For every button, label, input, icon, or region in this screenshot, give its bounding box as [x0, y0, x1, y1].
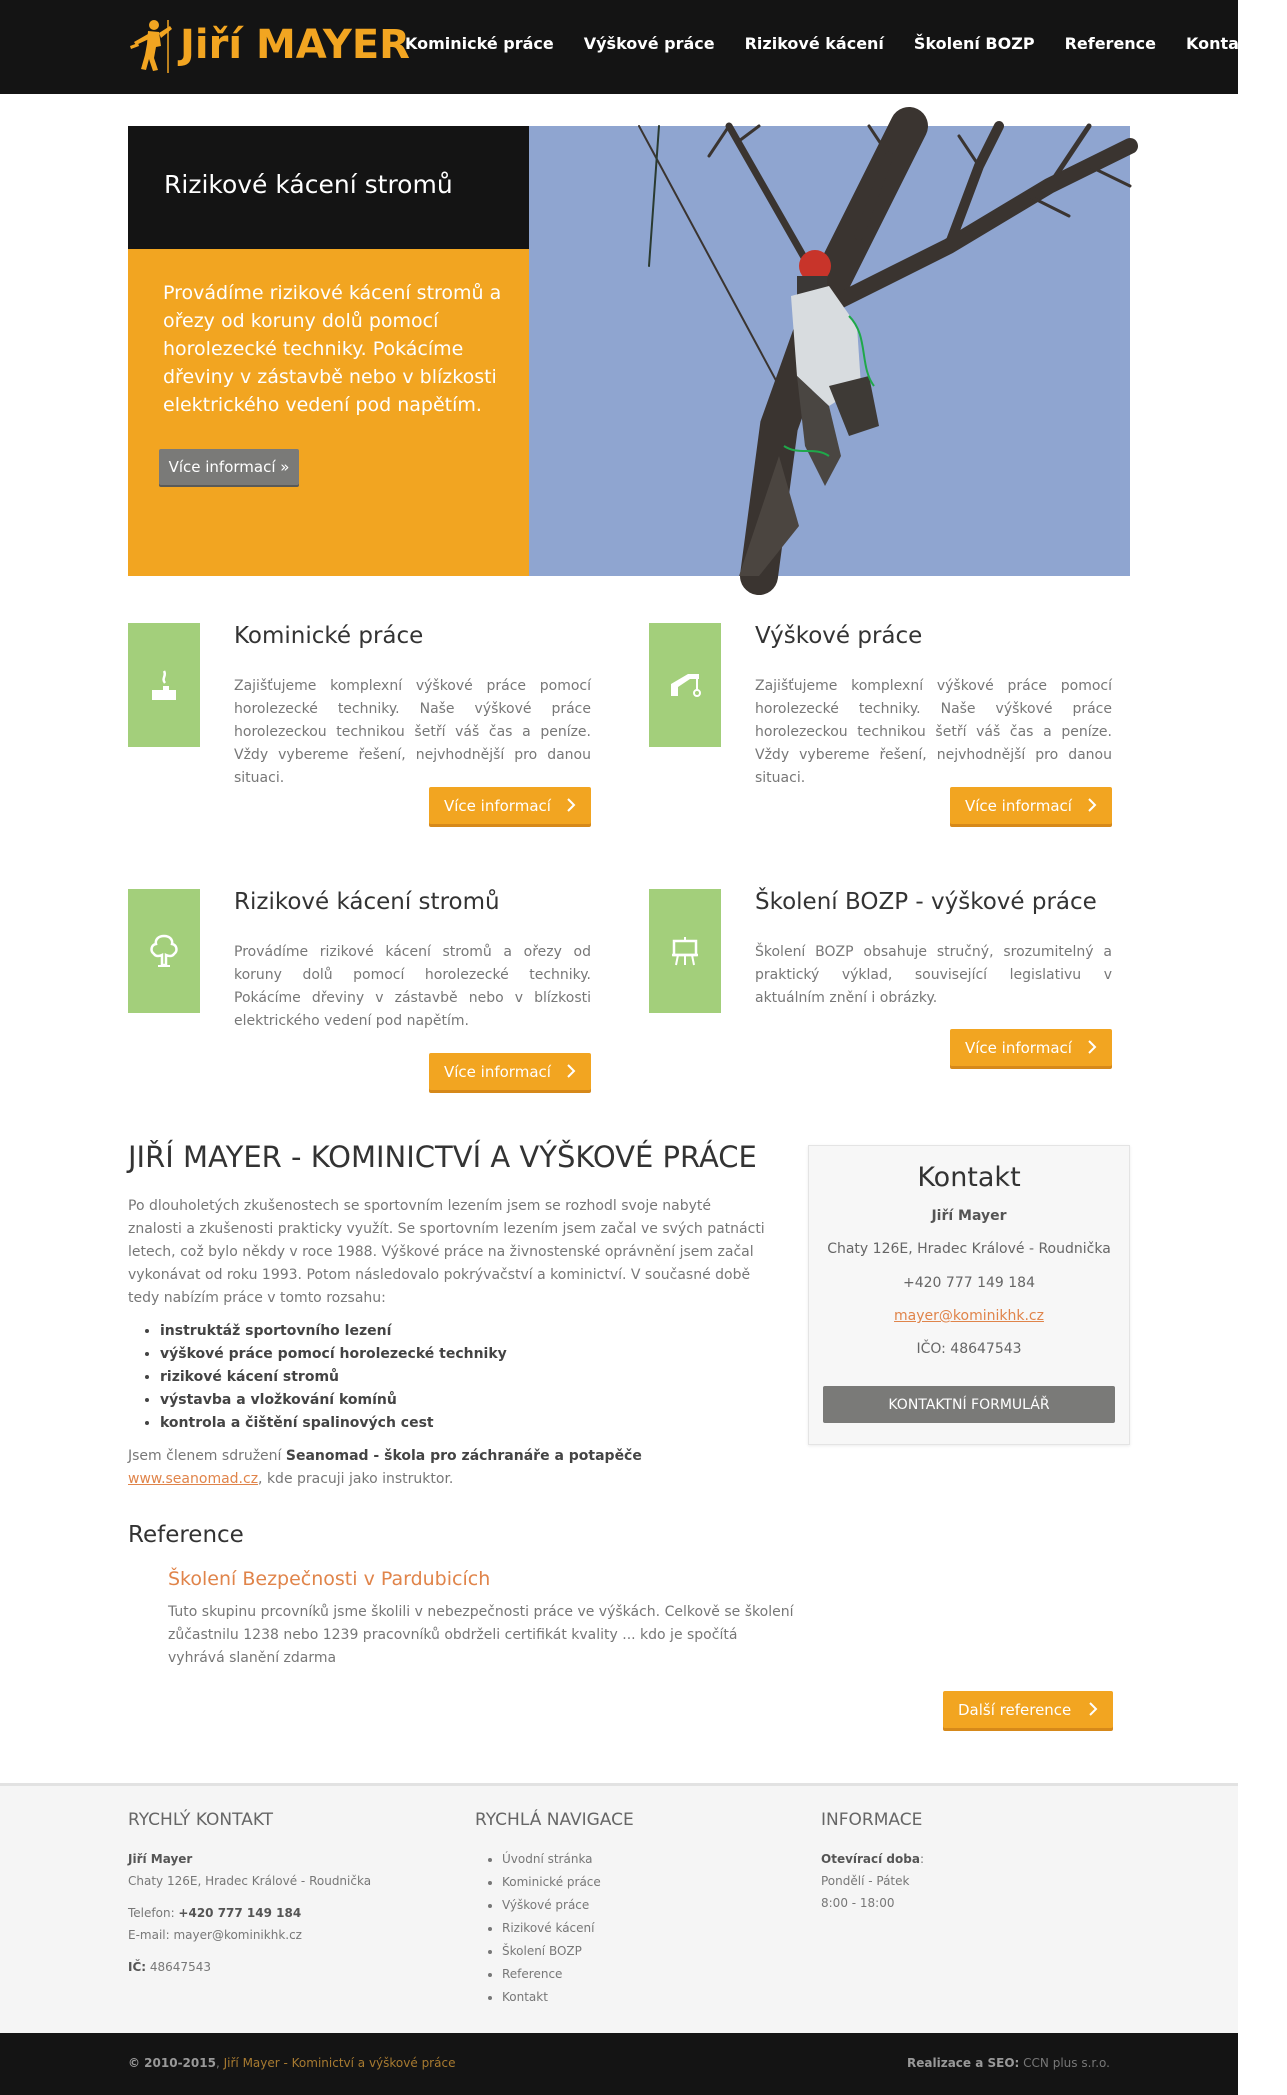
- footer-nav-item[interactable]: [502, 1986, 634, 2009]
- hero-title-panel: [128, 126, 529, 249]
- nav-reference[interactable]: Reference: [1064, 34, 1157, 53]
- service-title: Rizikové kácení stromů: [234, 889, 500, 915]
- opening-hours-colon: :: [919, 1852, 924, 1866]
- opening-hours-row: [821, 1848, 924, 1870]
- footer-contact-email: E-mail: mayer@kominikhk.cz: [128, 1928, 302, 1942]
- footer-heading: INFORMACE: [821, 1810, 923, 1830]
- seanomad-link[interactable]: www.seanomad.cz: [128, 1471, 259, 1487]
- footer-nav-item[interactable]: [502, 1894, 634, 1917]
- service-card-skoleni: [649, 889, 1149, 1099]
- service-more-info-button[interactable]: [429, 1053, 591, 1090]
- chevron-right-icon: [1087, 1701, 1099, 1717]
- service-text: Zajišťujeme komplexní výškové práce pomocí horolezecké techniky. Naše výškové práce horolezeckou technikou šetří váš čas a peníze. Vždy vybereme řešení, nejvhodnější pro danou situaci.: [234, 678, 591, 786]
- membership-text-end: , kde pracuji jako instruktor.: [258, 1471, 454, 1487]
- contact-title: Kontakt: [917, 1162, 1021, 1193]
- opening-time: 8:00 - 18:00: [821, 1896, 895, 1910]
- list-item: • kontrola a čištění spalinových cest: [160, 1412, 507, 1435]
- hero-title: Rizikové kácení stromů: [164, 170, 453, 199]
- footer-nav-link[interactable]: Školení BOZP: [502, 1944, 582, 1958]
- about-title: JIŘÍ MAYER - KOMINICTVÍ A VÝŠKOVÉ PRÁCE: [128, 1140, 757, 1174]
- membership-text: Jsem členem sdružení: [128, 1448, 286, 1464]
- presentation-board-icon: [670, 935, 700, 967]
- footer-contact-name: Jiří Mayer: [128, 1852, 193, 1866]
- nav-vyskove-prace[interactable]: Výškové práce: [583, 34, 715, 53]
- about-paragraph: Po dlouholetých zkušenostech se sportovním lezením jsem se rozhodl svoje nabyté znalosti a zkušenosti prakticky využít. Se sportovním lezením jsem začal ve svých patnácti letech, což bylo někdy v roce 1988. Výškové práce na živnostenské oprávnění jsem začal vykonávat od roku 1993. Potom následovalo pokrývačství a kominictví. V současné době tedy nabízím práce v tomto rozsahu:: [128, 1198, 765, 1306]
- logo-text: Jiří MAYER: [180, 22, 410, 68]
- list-item: • rizikové kácení stromů: [160, 1366, 507, 1389]
- phone-label: Telefon:: [128, 1906, 179, 1920]
- membership-paragraph: [128, 1445, 768, 1491]
- service-more-info-button[interactable]: [950, 787, 1112, 824]
- ic-label: IČ:: [128, 1960, 147, 1974]
- service-icon-box: [128, 623, 200, 747]
- footer-nav-link[interactable]: Reference: [502, 1967, 563, 1981]
- footer-nav-list: [475, 1848, 634, 2009]
- copyright-sep: ,: [215, 2056, 224, 2070]
- service-title: Kominické práce: [234, 623, 424, 649]
- footer-contact-name-row: [128, 1848, 371, 1870]
- footer-info: [821, 1810, 924, 1914]
- ic-value: 48647543: [146, 1960, 211, 1974]
- footer-contact-ic-row: [128, 1956, 371, 1978]
- button-label: Více informací: [965, 796, 1072, 815]
- contact-address: Chaty 126E, Hradec Králové - Roudnička: [827, 1241, 1111, 1257]
- footer-quick-nav: [475, 1810, 634, 2009]
- chimney-icon: [149, 668, 179, 702]
- footer-nav-link[interactable]: Kominické práce: [502, 1875, 601, 1889]
- service-more-info-button[interactable]: [950, 1029, 1112, 1066]
- footer-contact-phone: +420 777 149 184: [178, 1906, 302, 1920]
- credit-label: Realizace a SEO:: [907, 2056, 1020, 2070]
- nav-rizikove-kaceni[interactable]: Rizikové kácení: [744, 34, 884, 53]
- button-label: Více informací: [965, 1038, 1072, 1057]
- service-title: Výškové práce: [755, 623, 923, 649]
- service-text: Zajišťujeme komplexní výškové práce pomocí horolezecké techniky. Naše výškové práce horolezeckou technikou šetří váš čas a peníze. Vždy vybereme řešení, nejvhodnější pro danou situaci.: [755, 678, 1112, 786]
- chevron-right-icon: [565, 797, 577, 813]
- chevron-right-icon: [1086, 797, 1098, 813]
- membership-org: Seanomad - škola pro záchranáře a potapěče: [285, 1448, 642, 1464]
- main-nav: [405, 34, 1287, 53]
- footer-nav-link[interactable]: Výškové práce: [502, 1898, 590, 1912]
- list-item: • instruktáž sportovního lezení: [160, 1320, 507, 1343]
- site-header: [0, 0, 1258, 94]
- list-item: • výstavba a vložkování komínů: [160, 1389, 507, 1412]
- chevron-right-icon: [1086, 1039, 1098, 1055]
- service-text: Školení BOZP obsahuje stručný, srozumitelný a praktický výklad, související legislativu v aktuálním znění i obrázky.: [755, 944, 1112, 1006]
- footer-heading: RYCHLÁ NAVIGACE: [475, 1810, 634, 1830]
- hero-text: Provádíme rizikové kácení stromů a ořezy od koruny dolů pomocí horolezecké techniky. Pokácíme dřeviny v zástavbě nebo v blízkosti elektrického vedení pod napětím.: [163, 282, 502, 416]
- hero-more-info-button[interactable]: Více informací »: [159, 449, 299, 485]
- footer-nav-item[interactable]: [502, 1940, 634, 1963]
- copyright: [128, 2056, 455, 2070]
- crane-icon: [668, 670, 702, 700]
- footer-contact-phone-row: [128, 1902, 371, 1924]
- service-title: Školení BOZP - výškové práce: [755, 889, 1097, 915]
- more-references-button[interactable]: [943, 1691, 1113, 1728]
- nav-kominicke-prace[interactable]: Kominické práce: [405, 34, 554, 53]
- footer-nav-item[interactable]: [502, 1848, 634, 1871]
- contact-phone: +420 777 149 184: [903, 1275, 1035, 1291]
- service-card-kaceni: [128, 889, 628, 1099]
- footer-contact-address: Chaty 126E, Hradec Králové - Roudnička: [128, 1874, 372, 1888]
- contact-name: Jiří Mayer: [931, 1208, 1007, 1224]
- footer-heading: RYCHLÝ KONTAKT: [128, 1810, 274, 1830]
- opening-hours-label: Otevírací doba: [821, 1852, 920, 1866]
- button-label: Více informací: [444, 796, 551, 815]
- copyright-name: Jiří Mayer - Kominictví a výškové práce: [223, 2056, 456, 2070]
- contact-form-button[interactable]: KONTAKTNÍ FORMULÁŘ: [823, 1386, 1115, 1423]
- site-footer: [0, 1783, 1238, 2033]
- contact-email-row: [809, 1308, 1129, 1324]
- nav-kontakt[interactable]: Kontakt: [1186, 34, 1258, 53]
- button-label: Více informací: [444, 1062, 551, 1081]
- bottom-bar: [0, 2033, 1238, 2095]
- reference-item-title[interactable]: Školení Bezpečnosti v Pardubicích: [168, 1568, 491, 1590]
- footer-nav-item[interactable]: [502, 1963, 634, 1986]
- credit: [907, 2056, 1110, 2070]
- service-card-vyskove: [649, 623, 1149, 833]
- service-card-kominicke: [128, 623, 628, 833]
- hero-arborist-image: [529, 126, 1130, 576]
- nav-skoleni-bozp[interactable]: Školení BOZP: [913, 34, 1035, 53]
- footer-nav-item[interactable]: [502, 1871, 634, 1894]
- list-item: • výškové práce pomocí horolezecké techniky: [160, 1343, 507, 1366]
- contact-email-link[interactable]: mayer@kominikhk.cz: [894, 1308, 1044, 1324]
- contact-box: [808, 1145, 1130, 1445]
- service-text: Provádíme rizikové kácení stromů a ořezy od koruny dolů pomocí horolezecké techniky. Pokácíme dřeviny v zástavbě nebo v blízkosti elektrického vedení pod napětím.: [234, 944, 591, 1029]
- service-icon-box: [649, 623, 721, 747]
- site-logo[interactable]: [128, 14, 410, 76]
- reference-item-text: Tuto skupinu prcovníků jsme školili v nebezpečnosti práce ve výškách. Celkově se školení zůčastnilu 1238 nebo 1239 pracovníků obdrželi certifikát kvality ... kdo je spočítá vyhrává slanění zdarma: [168, 1604, 794, 1666]
- services-list: [160, 1320, 507, 1435]
- footer-nav-link[interactable]: Úvodní stránka: [502, 1852, 593, 1866]
- opening-days: Pondělí - Pátek: [821, 1874, 910, 1888]
- service-icon-box: [128, 889, 200, 1013]
- button-label: Další reference: [958, 1700, 1072, 1719]
- service-icon-box: [649, 889, 721, 1013]
- chevron-right-icon: [565, 1063, 577, 1079]
- tree-icon: [148, 934, 180, 968]
- hero-text-panel: [128, 249, 529, 576]
- footer-nav-link[interactable]: Rizikové kácení: [502, 1921, 595, 1935]
- copyright-years: © 2010-2015: [128, 2056, 216, 2070]
- footer-quick-contact: [128, 1810, 371, 1978]
- footer-nav-item[interactable]: [502, 1917, 634, 1940]
- reference-title: Reference: [128, 1522, 244, 1548]
- footer-nav-link[interactable]: Kontakt: [502, 1990, 548, 2004]
- climber-logo-icon: [128, 16, 176, 74]
- service-more-info-button[interactable]: [429, 787, 591, 824]
- contact-ico: IČO: 48647543: [916, 1341, 1022, 1357]
- arborist-in-tree-illustration: [529, 126, 1130, 576]
- credit-link[interactable]: CCN plus s.r.o.: [1019, 2056, 1110, 2070]
